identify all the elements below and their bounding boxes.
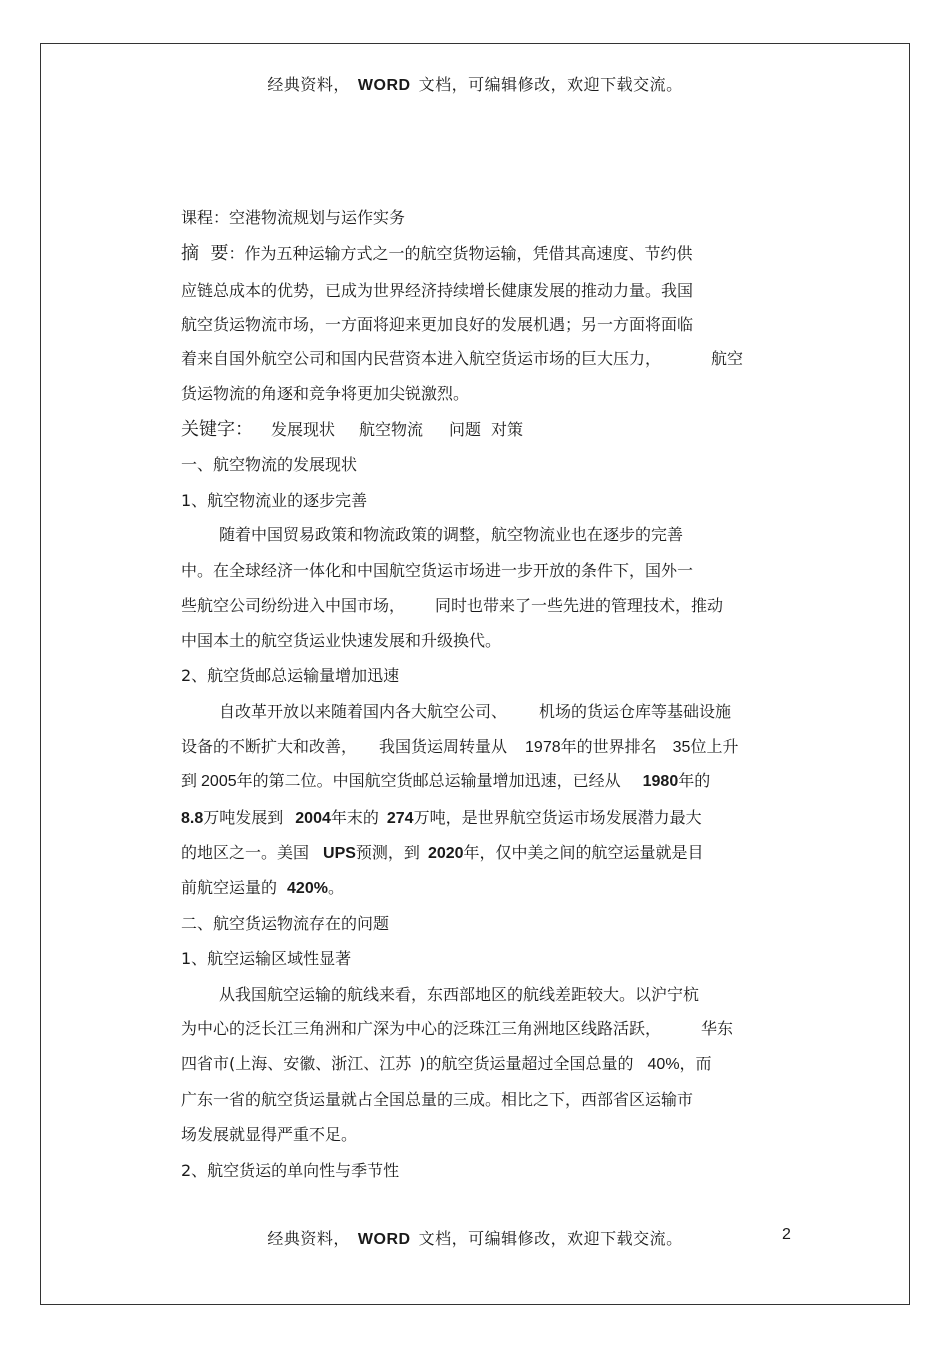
course-line: 课程：空港物流规划与运作实务 (181, 208, 406, 227)
para-1-2-line-4: 8.8万吨发展到 2004年末的 274万吨，是世界航空货运市场发展潜力最大 (181, 808, 702, 827)
abstract-line-3: 航空货运物流市场，一方面将迎来更加良好的发展机遇；另一方面将面临 (181, 315, 694, 334)
para-1-2-line-3: 到 2005年的第二位。中国航空货邮总运输量增加迅速，已经从 1980年的 (181, 771, 711, 790)
keyword: 航空物流 (359, 420, 424, 439)
para-1-1-line-4: 中国本土的航空货运业快速发展和升级换代。 (181, 631, 502, 650)
abstract-line-1: 摘 要：作为五种运输方式之一的航空货物运输，凭借其高速度、节约供 (181, 243, 693, 264)
page-number: 2 (782, 1226, 791, 1243)
subsection-1-2-title: 2、航空货邮总运输量增加迅速 (181, 666, 400, 685)
header-text-post: 文档，可编辑修改，欢迎下载交流。 (418, 75, 683, 94)
abstract-line-5: 货运物流的角逐和竞争将更加尖锐激烈。 (181, 384, 470, 403)
para-2-1-line-4: 广东一省的航空货运量就占全国总量的三成。相比之下，西部省区运输市 (181, 1090, 694, 1109)
para-1-1-line-2: 中。在全球经济一体化和中国航空货运市场进一步开放的条件下，国外一 (181, 561, 694, 580)
footer-text-post: 文档，可编辑修改，欢迎下载交流。 (418, 1229, 683, 1248)
page-border (40, 43, 910, 1305)
para-1-2-line-2: 设备的不断扩大和改善， 我国货运周转量从 1978年的世界排名 35位上升 (181, 737, 739, 756)
keywords-line (181, 419, 523, 441)
para-1-2-line-5: 的地区之一。美国 UPS预测，到 2020年，仅中美之间的航空运量就是目 (181, 843, 704, 862)
abstract-line-2: 应链总成本的优势，已成为世界经济持续增长健康发展的推动力量。我国 (181, 281, 694, 300)
para-2-1-line-1: 从我国航空运输的航线来看，东西部地区的航线差距较大。以沪宁杭 (219, 985, 700, 1004)
page-footer (0, 1226, 950, 1249)
header-word: WORD (357, 77, 411, 94)
section-1-title: 一、航空物流的发展现状 (181, 455, 358, 474)
para-1-2-line-6: 前航空运量的 420%。 (181, 878, 344, 897)
para-2-1-line-5: 场发展就显得严重不足。 (181, 1125, 358, 1144)
abstract-label: 摘 要 (181, 243, 229, 264)
footer-word: WORD (357, 1231, 411, 1248)
para-2-1-line-2: 为中心的泛长江三角洲和广深为中心的泛珠江三角洲地区线路活跃， 华东 (181, 1019, 734, 1038)
subsection-2-2-title: 2、航空货运的单向性与季节性 (181, 1161, 400, 1180)
footer-text-pre: 经典资料， (267, 1229, 350, 1248)
subsection-2-1-title: 1、航空运输区域性显著 (181, 949, 352, 968)
para-1-2-line-1: 自改革开放以来随着国内各大航空公司、 机场的货运仓库等基础设施 (219, 702, 732, 721)
keywords-label: 关键字： (181, 419, 253, 440)
para-2-1-line-3: 四省市(上海、安徽、浙江、江苏 )的航空货运量超过全国总量的 40%，而 (181, 1054, 712, 1073)
keyword: 问题 (449, 420, 482, 439)
para-1-1-line-1: 随着中国贸易政策和物流政策的调整，航空物流业也在逐步的完善 (219, 525, 684, 544)
abstract-line-4: 着来自国外航空公司和国内民营资本进入航空货运市场的巨大压力， 航空 (181, 349, 744, 368)
section-2-title: 二、航空货运物流存在的问题 (181, 914, 390, 933)
subsection-1-1-title: 1、航空物流业的逐步完善 (181, 491, 368, 510)
keyword: 对策 (491, 420, 524, 439)
para-1-1-line-3: 些航空公司纷纷进入中国市场， 同时也带来了一些先进的管理技术，推动 (181, 596, 724, 615)
keyword: 发展现状 (271, 420, 336, 439)
page-header (0, 72, 950, 95)
header-text-pre: 经典资料， (267, 75, 350, 94)
